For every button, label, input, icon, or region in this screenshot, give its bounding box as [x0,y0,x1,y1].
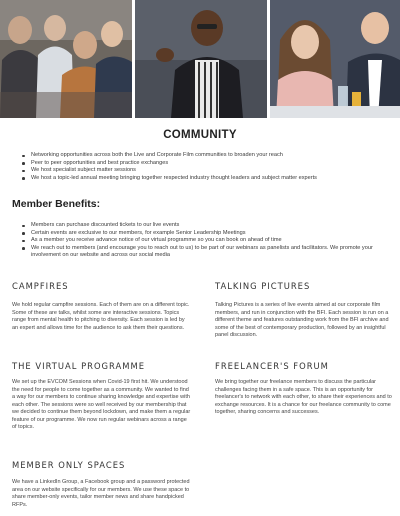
speaker-photo [135,0,267,118]
community-title: COMMUNITY [163,129,237,141]
list-item: We host specialist subject matter sessions [20,167,388,175]
community-list [20,152,388,182]
talking-pictures-text: Talking Pictures is a series of live events aimed at our corporate film members, and run in conjunction with the BFI. Each session is run on a different theme and features outstanding work from the BFI archive and some of the best of contemporary production, followed by an insightful panel discussion. [215,302,389,338]
panel-photo [270,0,400,118]
member-only-spaces-text: We have a LinkedIn Group, a Facebook group and a password protected area on our website specifically for our members. We use these space to share member-only events, tailor member news and share handpicked RFPs. [12,479,190,508]
virtual-programme-heading: THE VIRTUAL PROGRAMME [12,361,145,371]
campfires-heading: CAMPFIRES [12,281,69,291]
freelancers-forum-heading: FREELANCER'S FORUM [215,361,329,371]
photo-strip [0,0,400,118]
list-item: We reach out to members (and encourage you to reach out to us) to be part of our webinars as panelists and facilitators. We promote your involvement on our website and across our social media [20,245,388,260]
list-item: Peer to peer opportunities and best practice exchanges [20,160,388,168]
virtual-programme-text: We set up the EVCOM Sessions when Covid-19 first hit. We understood the need for people to come together as a community. We wanted to find a way for our members to continue sharing knowledge and expertise with each other. The sessions were so well received by our membership that we decided to continue them beyond lockdown, and make them a regular feature of our programme. We now run regular webinars across a range of topics. [12,379,191,430]
list-item: Networking opportunities across both the Live and Corporate Film communities to broaden your reach [20,152,388,160]
benefits-list [20,222,388,260]
freelancers-forum-text: We bring together our freelance members to discuss the particular challenges facing them in a safe space. This is an opportunity for freelancer's to network with each other, to share their experiences and to exchange resources. It is a chance for our freelance community to come together, sharing concerns and successes. [215,379,392,415]
member-only-spaces-heading: MEMBER ONLY SPACES [12,460,126,470]
list-item: We host a topic-led annual meeting bringing together respected industry thought leaders and subject matter experts [20,175,388,183]
list-item: Certain events are exclusive to our members, for example Senior Leadership Meetings [20,230,388,238]
audience-photo [0,0,132,118]
list-item: As a member you receive advance notice of our virtual programme so you can book on ahead of time [20,237,388,245]
talking-pictures-heading: TALKING PICTURES [215,281,311,291]
campfires-text: We hold regular campfire sessions. Each of them are on a different topic. Some of these are talks, whilst some are interactive sessions. Topics range from mental health to pitching to diversity. Each session is led by an expert and allows time for the audience to ask them their questions. [12,302,190,331]
member-benefits-title: Member Benefits: [12,198,101,210]
list-item: Members can purchase discounted tickets to our live events [20,222,388,230]
